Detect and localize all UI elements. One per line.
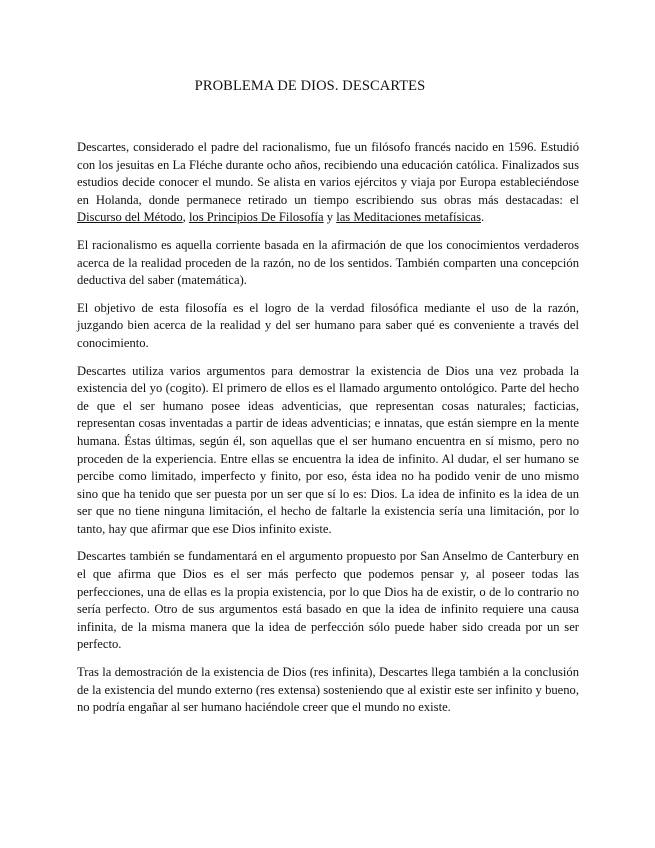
- paragraph-objetivo: El objetivo de esta filosofía es el logro de la verdad filosófica mediante el uso de la razón, juzgando bien acerca de la realidad y del ser humano para saber qué es conveniente a través del conocimiento.: [77, 300, 579, 350]
- biography-text: Descartes, considerado el padre del racionalismo, fue un filósofo francés nacido en 1596. Estudió con los jesuitas en La Fléche durante ocho años, recibiendo una educación católica. Finalizados sus estudios decide conocer el mundo. Se alista en varios ejércitos y viaja por Europa estableciéndose en Holanda, donde permanece retirado un tiempo escribiendo sus obras más destacadas: el: [77, 140, 579, 207]
- paragraph-racionalismo: El racionalismo es aquella corriente basada en la afirmación de que los conocimientos verdaderos acerca de la realidad proceden de la razón, no de los sentidos. También comparten una concepción deductiva del saber (matemática).: [77, 237, 579, 288]
- separator-text: ,: [182, 210, 189, 225]
- separator-text: y: [323, 210, 337, 225]
- work-title-principios: los Principios De Filosofía: [188, 210, 324, 225]
- paragraph-argumentos: Descartes utiliza varios argumentos para demostrar la existencia de Dios una vez probada la existencia del yo (cogito). El primero de ellos es el llamado argumento ontológico. Parte del hecho de que el ser humano posee ideas adventicias, que representan cosas naturales; facticias, representan cosas inventadas a partir de ideas adventicias; e innatas, que están siempre en la mente humana. Éstas últimas, según él, son aquellas que el ser humano encuentra en sí mismo, pero no proceden de la experiencia. Entre ellas se encuentra la idea de infinito. Al dudar, el ser humano se percibe como limitado, imperfecto y finito, por eso, ésta idea no ha podido venir de uno mismo sino que ha tenido que ser puesta por un ser que sí lo es: Dios. La idea de infinito es la idea de un ser que no tiene ninguna limitación, el hecho de faltarle la existencia sería una limitación, por lo tanto, hay que afirmar que ese Dios infinito existe.: [77, 363, 579, 536]
- work-title-discurso: Discurso del Método: [77, 210, 183, 225]
- document-body: [77, 139, 579, 727]
- work-title-meditaciones: las Meditaciones metafísicas: [336, 210, 481, 225]
- document-title: PROBLEMA DE DIOS. DESCARTES: [194, 78, 426, 94]
- paragraph-san-anselmo: Descartes también se fundamentará en el argumento propuesto por San Anselmo de Canterbury en el que afirma que Dios es el ser más perfecto que podemos pensar y, al poseer todas las perfecciones, una de ellas es la propia existencia, por lo que Dios ha de existir, o de lo contrario no sería perfecto. Otro de sus argumentos está basado en que la idea de infinito requiere una causa infinita, de la misma manera que la idea de perfección sólo puede haber sido creada por un ser perfecto.: [77, 549, 579, 652]
- paragraph-conclusion: Tras la demostración de la existencia de Dios (res infinita), Descartes llega también a la conclusión de la existencia del mundo externo (res extensa) sosteniendo que al existir este ser infinito y bueno, no podría engañar al ser humano haciéndole creer que el mundo no existe.: [77, 665, 579, 715]
- paragraph-end: .: [481, 210, 485, 225]
- paragraph-biography: [77, 139, 579, 227]
